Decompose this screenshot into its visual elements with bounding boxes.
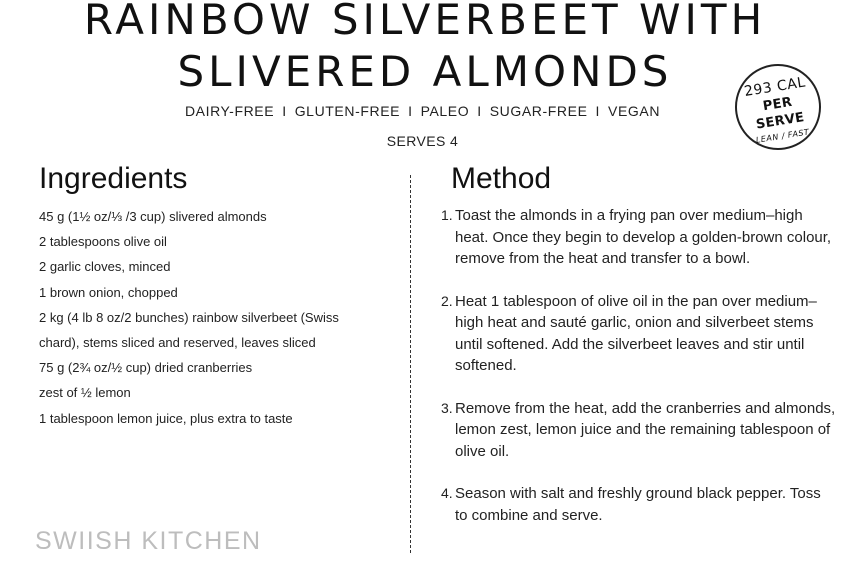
- ingredient-item: 2 garlic cloves, minced: [39, 259, 171, 275]
- ingredient-item: 1 brown onion, chopped: [39, 284, 178, 300]
- tag-dairy-free: DAIRY-FREE: [184, 103, 275, 119]
- per-serve-label: PER SERVE: [755, 94, 806, 133]
- tag-vegan: VEGAN: [608, 103, 661, 119]
- column-divider: [410, 175, 411, 553]
- ingredient-item: 75 g (2¾ oz/½ cup) dried cranberries: [39, 360, 253, 376]
- tag-gluten-free: GLUTEN-FREE: [294, 103, 401, 119]
- tag-sugar-free: SUGAR-FREE: [489, 103, 588, 119]
- tag-separator: I: [477, 103, 482, 119]
- step-number: 4.: [441, 485, 453, 501]
- method-step: [441, 398, 836, 463]
- step-number: 1.: [441, 207, 453, 223]
- lean-fast-label: LEAN / FAST: [755, 127, 810, 145]
- tag-separator: I: [282, 103, 287, 119]
- recipe-title-line-1: RAINBOW SILVERBEET WITH: [83, 0, 767, 44]
- method-step: [441, 483, 836, 526]
- step-text: Heat 1 tablespoon of olive oil in the pan over medium–high heat and sauté garlic, onion and silverbeet stems until softened. Add the silverbeet leaves and stir until softened.: [455, 292, 817, 374]
- recipe-title-line-2: SLIVERED ALMONDS: [177, 47, 673, 96]
- tag-separator: I: [595, 103, 601, 119]
- step-text: Remove from the heat, add the cranberries and almonds, lemon zest, lemon juice and the remaining tablespoon of olive oil.: [455, 399, 836, 460]
- tag-paleo: PALEO: [420, 103, 470, 119]
- ingredients-list: [39, 204, 399, 431]
- ingredients-heading: Ingredients: [39, 162, 188, 195]
- method-step: [441, 205, 836, 270]
- method-heading: Method: [451, 162, 552, 195]
- ingredient-item: 1 tablespoon lemon juice, plus extra to taste: [39, 410, 293, 426]
- calorie-count: 293 CAL: [743, 74, 807, 100]
- serves-count: SERVES 4: [386, 133, 459, 149]
- ingredient-item: 2 tablespoons olive oil: [39, 234, 167, 250]
- ingredient-item: zest of ½ lemon: [39, 385, 131, 401]
- step-number: 2.: [441, 292, 453, 309]
- recipe-title: [0, 0, 850, 98]
- step-text: Season with salt and freshly ground black pepper. Toss to combine and serve.: [455, 485, 821, 524]
- step-number: 3.: [441, 399, 453, 416]
- method-steps: [441, 205, 836, 547]
- ingredient-item: 45 g (1½ oz/⅓ /3 cup) slivered almonds: [39, 209, 267, 224]
- tag-separator: I: [408, 103, 413, 119]
- dietary-tags: [0, 103, 845, 119]
- method-step: [441, 291, 836, 377]
- brand-watermark: SWIISH KITCHEN: [35, 527, 262, 555]
- step-text: Toast the almonds in a frying pan over medium–high heat. Once they begin to develop a golden-brown colour, remove from the heat and transfer to a bowl.: [455, 207, 832, 267]
- ingredient-item: 2 kg (4 lb 8 oz/2 bunches) rainbow silverbeet (Swiss: [39, 309, 339, 325]
- ingredient-item: chard), stems sliced and reserved, leaves sliced: [39, 335, 316, 351]
